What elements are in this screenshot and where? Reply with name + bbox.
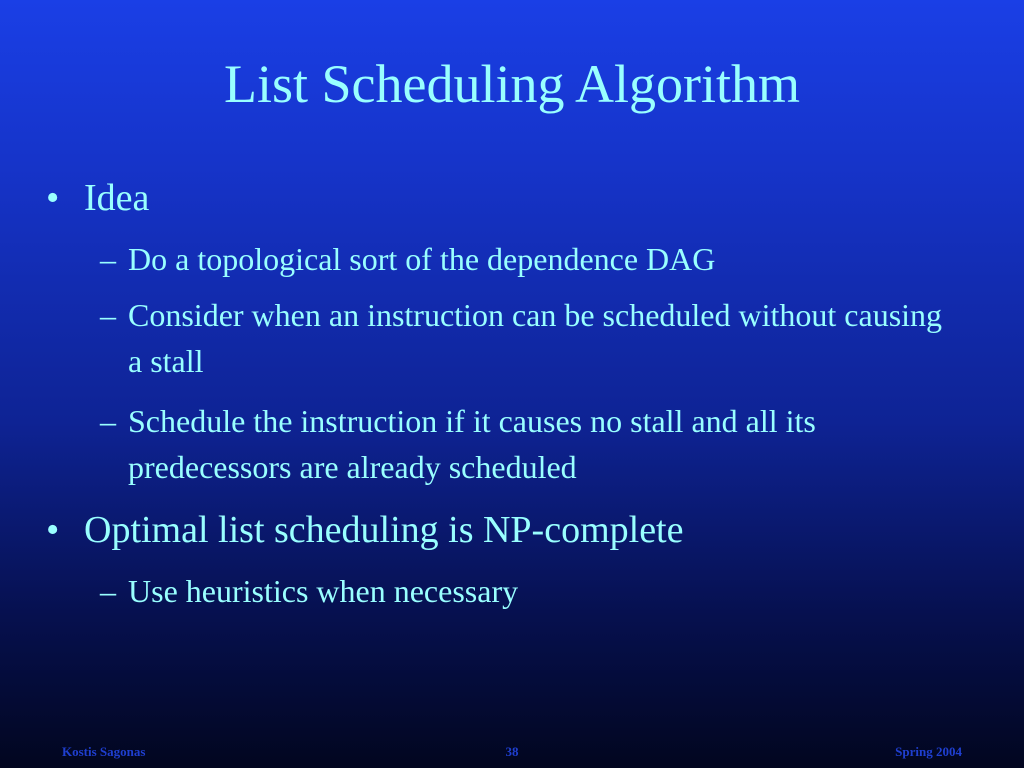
bullet-label: Optimal list scheduling is NP-complete	[84, 509, 684, 551]
sub-item	[100, 568, 948, 614]
bullet-item-np-complete	[46, 508, 684, 552]
sub-item-text: Schedule the instruction if it causes no stall and all its predecessors are already scheduled	[128, 403, 816, 485]
sub-item-text: Use heuristics when necessary	[128, 573, 519, 609]
bullet-label: Idea	[84, 177, 150, 219]
sub-marker: –	[100, 297, 116, 333]
slide-title: List Scheduling Algorithm	[224, 54, 800, 114]
bullet-marker: •	[46, 509, 60, 551]
sub-item	[100, 236, 948, 282]
footer-page-number: 38	[505, 744, 519, 759]
sub-item	[100, 398, 948, 490]
footer-term: Spring 2004	[895, 744, 962, 759]
sub-item	[100, 292, 948, 384]
sub-marker: –	[100, 573, 116, 609]
sub-marker: –	[100, 241, 116, 277]
footer-author: Kostis Sagonas	[62, 744, 146, 759]
sub-item-text: Do a topological sort of the dependence DAG	[128, 241, 716, 277]
sub-item-text: Consider when an instruction can be scheduled without causing a stall	[128, 297, 943, 379]
bullet-marker: •	[46, 177, 60, 219]
sub-marker: –	[100, 403, 116, 439]
bullet-item-idea	[46, 176, 150, 220]
